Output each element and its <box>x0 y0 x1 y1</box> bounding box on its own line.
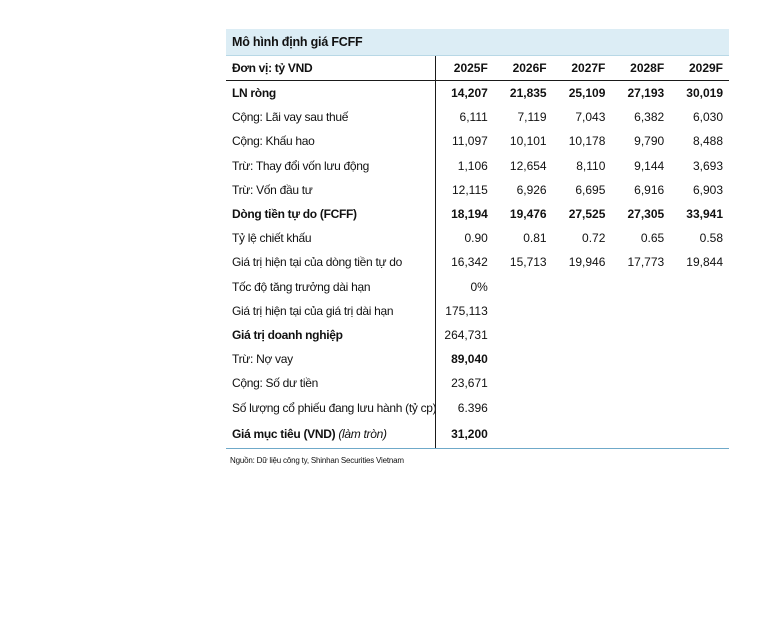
cell-value: 31,200 <box>435 420 494 449</box>
cell-value: 0.65 <box>640 231 665 246</box>
row-label: Trừ: Thay đổi vốn lưu động <box>232 158 370 173</box>
year-header: 2026F <box>494 56 553 81</box>
cell-value: 9,790 <box>634 134 665 149</box>
cell-value: 10,178 <box>568 134 606 149</box>
cell-value: 15,713 <box>509 255 547 270</box>
cell-value: 27,525 <box>568 207 606 222</box>
cell-value: 6,903 <box>692 182 723 197</box>
row-label: Tốc độ tăng trưởng dài hạn <box>232 279 371 294</box>
cell-value: 19,476 <box>509 207 547 222</box>
cell-value: 8,110 <box>576 158 606 173</box>
row-label: Giá trị hiện tại của dòng tiền tự do <box>232 255 403 270</box>
row-label: Cộng: Khấu hao <box>232 134 315 149</box>
cell-value: 0% <box>435 275 494 299</box>
cell-value: 0.81 <box>523 231 547 246</box>
cell-value: 12,654 <box>509 158 547 173</box>
table-row <box>226 226 729 250</box>
table-row <box>226 323 729 347</box>
cell-value: 23,671 <box>435 371 494 395</box>
cell-value: 0.72 <box>582 231 606 246</box>
cell-value: 7,043 <box>575 110 606 125</box>
table-row <box>226 178 729 202</box>
cell-value: 1,106 <box>435 154 494 178</box>
row-label: Dòng tiền tự do (FCFF) <box>232 207 357 222</box>
table-row <box>226 395 729 419</box>
cell-value: 14,207 <box>435 81 494 106</box>
year-header: 2027F <box>553 56 612 81</box>
cell-value: 0.58 <box>699 231 723 246</box>
row-label: Cộng: Số dư tiền <box>232 376 318 391</box>
row-label: Tỷ lệ chiết khấu <box>232 231 312 246</box>
table-row <box>226 371 729 395</box>
cell-value: 27,305 <box>627 207 665 222</box>
table-row <box>226 275 729 299</box>
table-row <box>226 347 729 371</box>
cell-value: 30,019 <box>686 86 723 101</box>
cell-value: 6,111 <box>435 105 494 129</box>
cell-value: 175,113 <box>435 299 494 323</box>
cell-value: 89,040 <box>435 347 494 371</box>
fcff-valuation-table <box>226 56 729 449</box>
cell-value: 7,119 <box>517 110 547 125</box>
year-header: 2029F <box>670 56 729 81</box>
table-row <box>226 129 729 153</box>
cell-value: 16,342 <box>435 250 494 274</box>
row-label: Giá mục tiêu (VND) <box>232 426 336 441</box>
cell-value: 25,109 <box>568 86 606 101</box>
cell-value: 9,144 <box>634 158 665 173</box>
cell-value: 6,926 <box>516 182 547 197</box>
table-row <box>226 420 729 449</box>
row-label: Giá trị hiện tại của giá trị dài hạn <box>232 303 394 318</box>
table-row <box>226 299 729 323</box>
cell-value: 6,695 <box>575 182 606 197</box>
target-price-label <box>226 420 435 449</box>
cell-value: 264,731 <box>435 323 494 347</box>
cell-value: 6.396 <box>435 395 494 419</box>
valuation-table-panel <box>226 29 729 465</box>
cell-value: 33,941 <box>686 207 723 222</box>
cell-value: 27,193 <box>627 86 665 101</box>
cell-value: 0.90 <box>435 226 494 250</box>
row-label: Số lượng cổ phiếu đang lưu hành (tỷ cp) <box>232 400 437 415</box>
table-row <box>226 105 729 129</box>
row-label: LN ròng <box>232 86 276 101</box>
table-row <box>226 81 729 106</box>
source-note: Nguồn: Dữ liệu công ty, Shinhan Securities Vietnam <box>230 455 404 465</box>
cell-value: 10,101 <box>509 134 547 149</box>
row-label: Trừ: Nợ vay <box>232 352 293 367</box>
header-row <box>226 56 729 81</box>
cell-value: 21,835 <box>509 86 547 101</box>
cell-value: 19,844 <box>686 255 723 270</box>
year-header: 2028F <box>611 56 670 81</box>
table-row <box>226 202 729 226</box>
cell-value: 19,946 <box>568 255 606 270</box>
table-row <box>226 154 729 178</box>
cell-value: 18,194 <box>435 202 494 226</box>
cell-value: 6,916 <box>634 182 665 197</box>
row-label: Trừ: Vốn đầu tư <box>232 182 313 197</box>
table-title: Mô hình định giá FCFF <box>226 29 729 56</box>
cell-value: 12,115 <box>435 178 494 202</box>
unit-label: Đơn vị: tỷ VND <box>226 56 435 81</box>
cell-value: 6,382 <box>634 110 665 125</box>
cell-value: 17,773 <box>627 255 665 270</box>
cell-value: 11,097 <box>435 129 494 153</box>
table-row <box>226 250 729 274</box>
cell-value: 3,693 <box>692 158 723 173</box>
row-label: Giá trị doanh nghiệp <box>232 327 343 342</box>
rounded-note: (làm tròn) <box>338 426 387 441</box>
cell-value: 6,030 <box>692 110 723 125</box>
year-header: 2025F <box>435 56 494 81</box>
row-label: Cộng: Lãi vay sau thuế <box>232 110 349 125</box>
cell-value: 8,488 <box>692 134 723 149</box>
